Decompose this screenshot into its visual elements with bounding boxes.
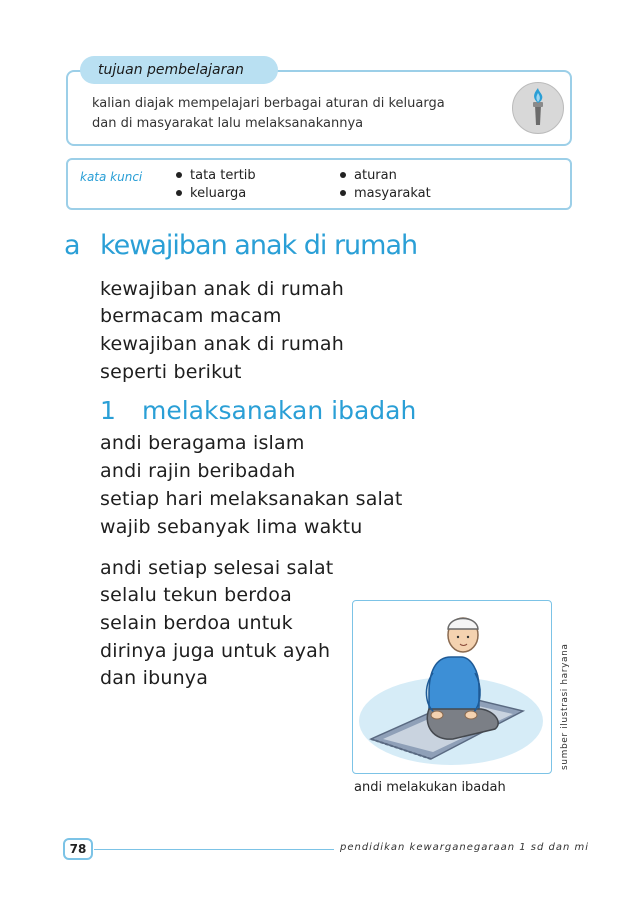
body-line: dirinya juga untuk ayah: [100, 640, 331, 662]
page-number: 78: [63, 838, 93, 860]
objectives-line-1: kalian diajak mempelajari berbagai aturan di keluarga: [92, 96, 445, 111]
keyword-item: masyarakat: [340, 186, 431, 201]
bullet-icon: [340, 190, 346, 196]
body-line: kewajiban anak di rumah: [100, 278, 344, 300]
section-letter: a: [64, 230, 81, 261]
keywords-box: [66, 158, 572, 210]
body-line: selalu tekun berdoa: [100, 584, 292, 606]
subsection-title: melaksanakan ibadah: [142, 396, 417, 425]
body-line: andi rajin beribadah: [100, 460, 296, 482]
section-title: kewajiban anak di rumah: [100, 230, 418, 261]
keywords-label: kata kunci: [80, 170, 143, 184]
footer-book-title: pendidikan kewarganegaraan 1 sd dan mi: [340, 842, 590, 853]
body-line: dan ibunya: [100, 667, 209, 689]
bullet-icon: [176, 190, 182, 196]
keyword-item: tata tertib: [176, 168, 256, 183]
body-line: bermacam macam: [100, 305, 282, 327]
objectives-tab: tujuan pembelajaran: [80, 56, 278, 84]
illustration-caption: andi melakukan ibadah: [354, 780, 506, 795]
footer-rule: [94, 849, 334, 850]
objectives-line-2: dan di masyarakat lalu melaksanakannya: [92, 116, 364, 131]
praying-illustration: [352, 600, 552, 774]
bullet-icon: [340, 172, 346, 178]
bullet-icon: [176, 172, 182, 178]
body-line: wajib sebanyak lima waktu: [100, 516, 363, 538]
body-line: andi setiap selesai salat: [100, 557, 334, 579]
subsection-number: 1: [100, 396, 116, 425]
body-line: seperti berikut: [100, 361, 242, 383]
torch-icon: [512, 82, 564, 134]
body-line: kewajiban anak di rumah: [100, 333, 344, 355]
body-line: setiap hari melaksanakan salat: [100, 488, 403, 510]
illustration-credit: sumber ilustrasi haryana: [560, 643, 570, 770]
keyword-item: aturan: [340, 168, 397, 183]
body-line: selain berdoa untuk: [100, 612, 293, 634]
body-line: andi beragama islam: [100, 432, 305, 454]
keyword-item: keluarga: [176, 186, 246, 201]
